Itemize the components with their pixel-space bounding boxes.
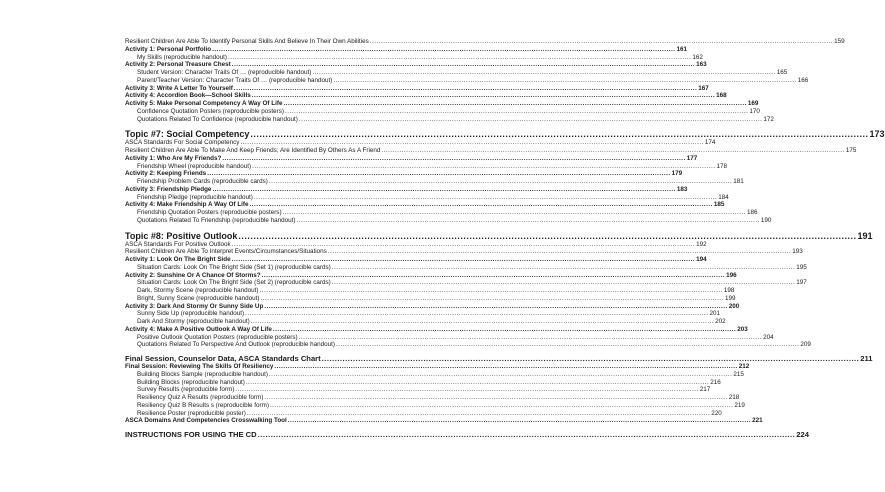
- toc-page-number: 202: [715, 318, 726, 325]
- dot-leader: [240, 139, 703, 147]
- toc-entry-title: Activity 1: Who Are My Friends?: [125, 154, 222, 162]
- toc-entry-title: ASCA Standards For Social Competency: [125, 139, 240, 147]
- toc-entry-title: Parent/Teacher Version: Character Traits Of … (reproducible handout): [137, 76, 333, 84]
- toc-activity-entry: [125, 154, 698, 163]
- toc-entry-title: Building Blocks (reproducible handout): [137, 378, 245, 386]
- toc-subentry: [125, 162, 728, 171]
- toc-entry-title: Dark, Stormy Scene (reproducible handout): [137, 287, 259, 294]
- toc-page-number: 183: [676, 185, 688, 193]
- toc-page-number: 219: [734, 401, 745, 409]
- toc-subentry: [125, 318, 726, 326]
- dot-leader: [246, 379, 709, 387]
- toc-entry-title: Activity 3: Friendship Pledge: [125, 185, 212, 193]
- dot-leader: [332, 264, 795, 272]
- dot-leader: [370, 38, 833, 46]
- dot-leader: [247, 410, 710, 418]
- toc-entry-title: ASCA Standards For Positive Outlook: [125, 240, 231, 248]
- toc-entry-title: Quotations Related To Confidence (reproducible handout): [137, 115, 298, 123]
- toc-page-number: 216: [710, 378, 721, 386]
- dot-leader: [245, 310, 708, 318]
- toc-subentry: [125, 287, 735, 295]
- toc-activity-entry: [125, 100, 759, 108]
- toc-page-number: 177: [686, 154, 698, 162]
- toc-subentry: [125, 263, 807, 272]
- toc-section-heading: [125, 354, 873, 363]
- toc-page-number: 218: [728, 394, 740, 402]
- toc-activity-entry: [125, 325, 748, 334]
- dot-leader: [288, 417, 751, 425]
- dot-leader: [332, 279, 795, 287]
- toc-activity-entry: [125, 45, 687, 54]
- toc-page-number: 173: [869, 129, 885, 140]
- toc-page-number: 193: [792, 248, 803, 256]
- toc-page-number: 200: [728, 302, 740, 310]
- toc-page-number: 169: [747, 100, 759, 107]
- dot-leader: [264, 394, 727, 402]
- toc-page-number: 170: [749, 107, 760, 115]
- dot-leader: [312, 69, 775, 77]
- toc-subentry: [125, 294, 736, 303]
- toc-entry-title: Sunny Side Up (reproducible handout): [137, 310, 245, 318]
- toc-page-number: 184: [718, 193, 729, 201]
- toc-page-number: 165: [776, 69, 788, 76]
- dot-leader: [261, 295, 724, 303]
- toc-activity-entry: [125, 201, 725, 209]
- toc-entry-title: Quotations Related To Perspective And Outlook (reproducible handout): [137, 341, 336, 349]
- toc-page-number: 212: [738, 363, 750, 371]
- toc-activity-entry: [125, 92, 727, 100]
- toc-subentry: [125, 193, 729, 202]
- toc-entry-title: Activity 1: Personal Portfolio: [125, 45, 212, 53]
- dot-leader: [269, 178, 732, 186]
- toc-entry-title: Activity 4: Make Friendship A Way Of Life: [125, 201, 249, 209]
- toc-subentry: [125, 279, 807, 287]
- toc-activity-entry: [125, 302, 740, 311]
- toc-page-number: 194: [696, 256, 707, 263]
- toc-subentry: [125, 115, 774, 124]
- toc-subentry: [125, 386, 711, 394]
- dot-leader: [207, 170, 670, 178]
- toc-page-number: 167: [698, 84, 709, 92]
- toc-subentry: [125, 378, 721, 387]
- dot-leader: [285, 108, 748, 116]
- toc-entry-title: Dark And Stormy (reproducible handout): [137, 318, 250, 325]
- dot-leader: [283, 209, 746, 217]
- toc-entry-title: Student Version: Character Traits Of … (reproducible handout): [137, 69, 312, 76]
- toc-page-number: 175: [845, 147, 857, 154]
- toc-page-number: 198: [723, 287, 735, 294]
- toc-page-number: 161: [676, 45, 687, 53]
- dot-leader: [250, 129, 868, 139]
- toc-activity-entry: [125, 271, 737, 280]
- toc-page-number: 195: [796, 263, 807, 271]
- toc-entry-title: Resilience Poster (reproducible poster): [137, 409, 246, 417]
- dot-leader: [273, 326, 736, 334]
- dot-leader: [232, 61, 695, 69]
- toc-entry-title: Activity 1: Look On The Bright Side: [125, 256, 231, 263]
- dot-leader: [322, 355, 860, 363]
- toc-subentry: [125, 370, 744, 379]
- toc-subentry: [125, 178, 744, 186]
- toc-subentry: [125, 216, 772, 225]
- toc-page-number: 204: [763, 333, 774, 341]
- toc-entry-title: Resilient Children Are Able To Identify Personal Skills And Believe In Their Own Abilities: [125, 38, 369, 45]
- toc-page-number: 191: [857, 230, 873, 241]
- toc-subentry: [125, 409, 722, 418]
- toc-entry-title: Resilient Children Are Able To Make And Keep Friends; Are Identified By Others As A Friend: [125, 147, 381, 154]
- toc-entry-title: ASCA Domains And Competencies Crosswalking Tool: [125, 417, 287, 425]
- toc-entry-title: Bright, Sunny Scene (reproducible handout): [137, 294, 260, 302]
- dot-leader: [235, 386, 698, 394]
- dot-leader: [252, 163, 715, 171]
- toc-page-number: 186: [746, 209, 758, 216]
- toc-entry-title: Activity 2: Keeping Friends: [125, 170, 207, 178]
- toc-entry-title: Positive Outlook Quotation Posters (reproducible posters): [137, 333, 298, 341]
- toc-entry-title: Friendship Wheel (reproducible handout): [137, 162, 252, 170]
- toc-page-number: 166: [797, 76, 809, 84]
- dot-leader: [336, 341, 799, 349]
- toc-entry: [125, 248, 803, 256]
- toc-section-heading: [125, 430, 809, 440]
- toc-entry: [125, 240, 707, 249]
- toc-page-number: 199: [724, 294, 736, 302]
- toc-entry-title: INSTRUCTIONS FOR USING THE CD: [125, 430, 257, 440]
- toc-subentry: [125, 76, 809, 85]
- toc-entry-title: Topic #8: Positive Outlook: [125, 230, 238, 241]
- toc-section-heading: [125, 230, 873, 241]
- toc-activity-entry: [125, 170, 683, 178]
- toc-page-number: 201: [709, 310, 721, 318]
- toc-page-number: 224: [796, 430, 809, 440]
- toc-entry-title: Resilient Children Are Able To Interpret Events/Circumstances/Situations: [125, 248, 327, 256]
- toc-entry: [125, 147, 857, 155]
- toc-page-number: 192: [696, 240, 707, 248]
- toc-entry-title: Survey Results (reproducible form): [137, 386, 235, 394]
- toc-subentry: [125, 394, 740, 402]
- toc-page-number: 203: [737, 325, 748, 333]
- dot-leader: [252, 92, 715, 100]
- dot-leader: [212, 186, 675, 194]
- dot-leader: [222, 155, 685, 163]
- toc-activity-entry: [125, 417, 763, 425]
- dot-leader: [238, 231, 856, 241]
- toc-subentry: [125, 209, 758, 217]
- toc-entry-title: Quotations Related To Friendship (reproducible handout): [137, 216, 296, 224]
- dot-leader: [251, 318, 714, 326]
- toc-entry-title: Activity 3: Write A Letter To Yourself: [125, 84, 233, 92]
- toc-entry-title: Friendship Pledge (reproducible handout): [137, 193, 253, 201]
- dot-leader: [259, 287, 722, 295]
- toc-subentry: [125, 401, 745, 410]
- toc-activity-entry: [125, 61, 707, 69]
- toc-entry-title: Friendship Problem Cards (reproducible cards): [137, 178, 268, 185]
- dot-leader: [296, 217, 759, 225]
- toc-page-number: 179: [671, 170, 683, 178]
- dot-leader: [250, 201, 713, 209]
- dot-leader: [283, 100, 746, 108]
- toc-page-number: 196: [726, 271, 737, 279]
- toc-page-number: 172: [763, 115, 774, 123]
- toc-page-number: 215: [733, 370, 744, 378]
- toc-entry-title: Activity 4: Make A Positive Outlook A Way Of Life: [125, 325, 272, 333]
- dot-leader: [299, 334, 762, 342]
- toc-entry-title: Final Session: Reviewing The Skills Of Resiliency: [125, 363, 274, 371]
- toc-page-number: 221: [752, 417, 763, 425]
- toc-page-number: 174: [704, 139, 716, 147]
- dot-leader: [232, 241, 695, 249]
- toc-page-number: 185: [713, 201, 725, 209]
- toc-subentry: [125, 310, 721, 318]
- toc-subentry: [125, 333, 774, 342]
- toc-entry-title: Situation Cards: Look On The Bright Side (Set 1) (reproducible cards): [137, 263, 331, 271]
- toc-page-number: 178: [716, 162, 728, 170]
- toc-section-heading: [125, 129, 885, 140]
- toc-page-number: 211: [860, 354, 873, 363]
- toc-page-number: 209: [800, 341, 811, 349]
- toc-subentry: [125, 53, 703, 62]
- toc-entry-title: Activity 5: Make Personal Competency A Way Of Life: [125, 100, 283, 107]
- toc-activity-entry: [125, 185, 688, 194]
- toc-subentry: [125, 69, 788, 77]
- dot-leader: [262, 272, 725, 280]
- toc-entry-title: Resiliency Quiz A Results (reproducible form): [137, 394, 264, 402]
- toc-page-number: 197: [796, 279, 807, 287]
- toc-entry-title: Activity 2: Sunshine Or A Chance Of Storms?: [125, 271, 261, 279]
- dot-leader: [232, 256, 695, 264]
- dot-leader: [270, 402, 733, 410]
- toc-entry-title: My Skills (reproducible handout): [137, 53, 227, 61]
- dot-leader: [234, 85, 697, 93]
- toc-page-number: 220: [711, 409, 722, 417]
- dot-leader: [333, 77, 796, 85]
- toc-page-number: 217: [699, 386, 711, 394]
- toc-entry-title: Activity 4: Accordion Book—School Skills: [125, 92, 251, 100]
- toc-entry: [125, 38, 845, 46]
- toc-activity-entry: [125, 84, 709, 93]
- dot-leader: [381, 147, 844, 155]
- toc-page-number: 162: [692, 53, 703, 61]
- dot-leader: [299, 116, 762, 124]
- dot-leader: [264, 303, 727, 311]
- toc-entry-title: Building Blocks Sample (reproducible handout): [137, 370, 268, 378]
- toc-entry-title: Resiliency Quiz B Results s (reproducible form): [137, 401, 269, 409]
- toc-page-number: 190: [760, 216, 772, 224]
- toc-entry: [125, 139, 716, 147]
- dot-leader: [328, 248, 791, 256]
- toc-subentry: [125, 107, 760, 116]
- toc-entry-title: Confidence Quotation Posters (reproducible posters): [137, 107, 285, 115]
- toc-page-number: 163: [696, 61, 707, 69]
- table-of-contents: [125, 38, 885, 440]
- toc-entry-title: Topic #7: Social Competency: [125, 129, 250, 140]
- toc-activity-entry: [125, 256, 707, 264]
- toc-entry-title: Activity 3: Dark And Stormy Or Sunny Side Up: [125, 302, 264, 310]
- toc-page-number: 168: [716, 92, 727, 100]
- toc-entry-title: Friendship Quotation Posters (reproducible posters): [137, 209, 282, 216]
- toc-entry-title: Activity 2: Personal Treasure Chest: [125, 61, 231, 69]
- dot-leader: [228, 54, 691, 62]
- dot-leader: [258, 431, 796, 439]
- toc-page-number: 181: [733, 178, 744, 185]
- dot-leader: [254, 194, 717, 202]
- toc-subentry: [125, 341, 811, 349]
- toc-page-number: 159: [834, 38, 845, 45]
- toc-entry-title: Situation Cards: Look On The Bright Side (Set 2) (reproducible cards): [137, 279, 331, 287]
- dot-leader: [274, 363, 737, 371]
- toc-activity-entry: [125, 363, 750, 371]
- dot-leader: [212, 46, 675, 54]
- toc-entry-title: Final Session, Counselor Data, ASCA Standards Chart: [125, 354, 321, 363]
- dot-leader: [269, 371, 732, 379]
